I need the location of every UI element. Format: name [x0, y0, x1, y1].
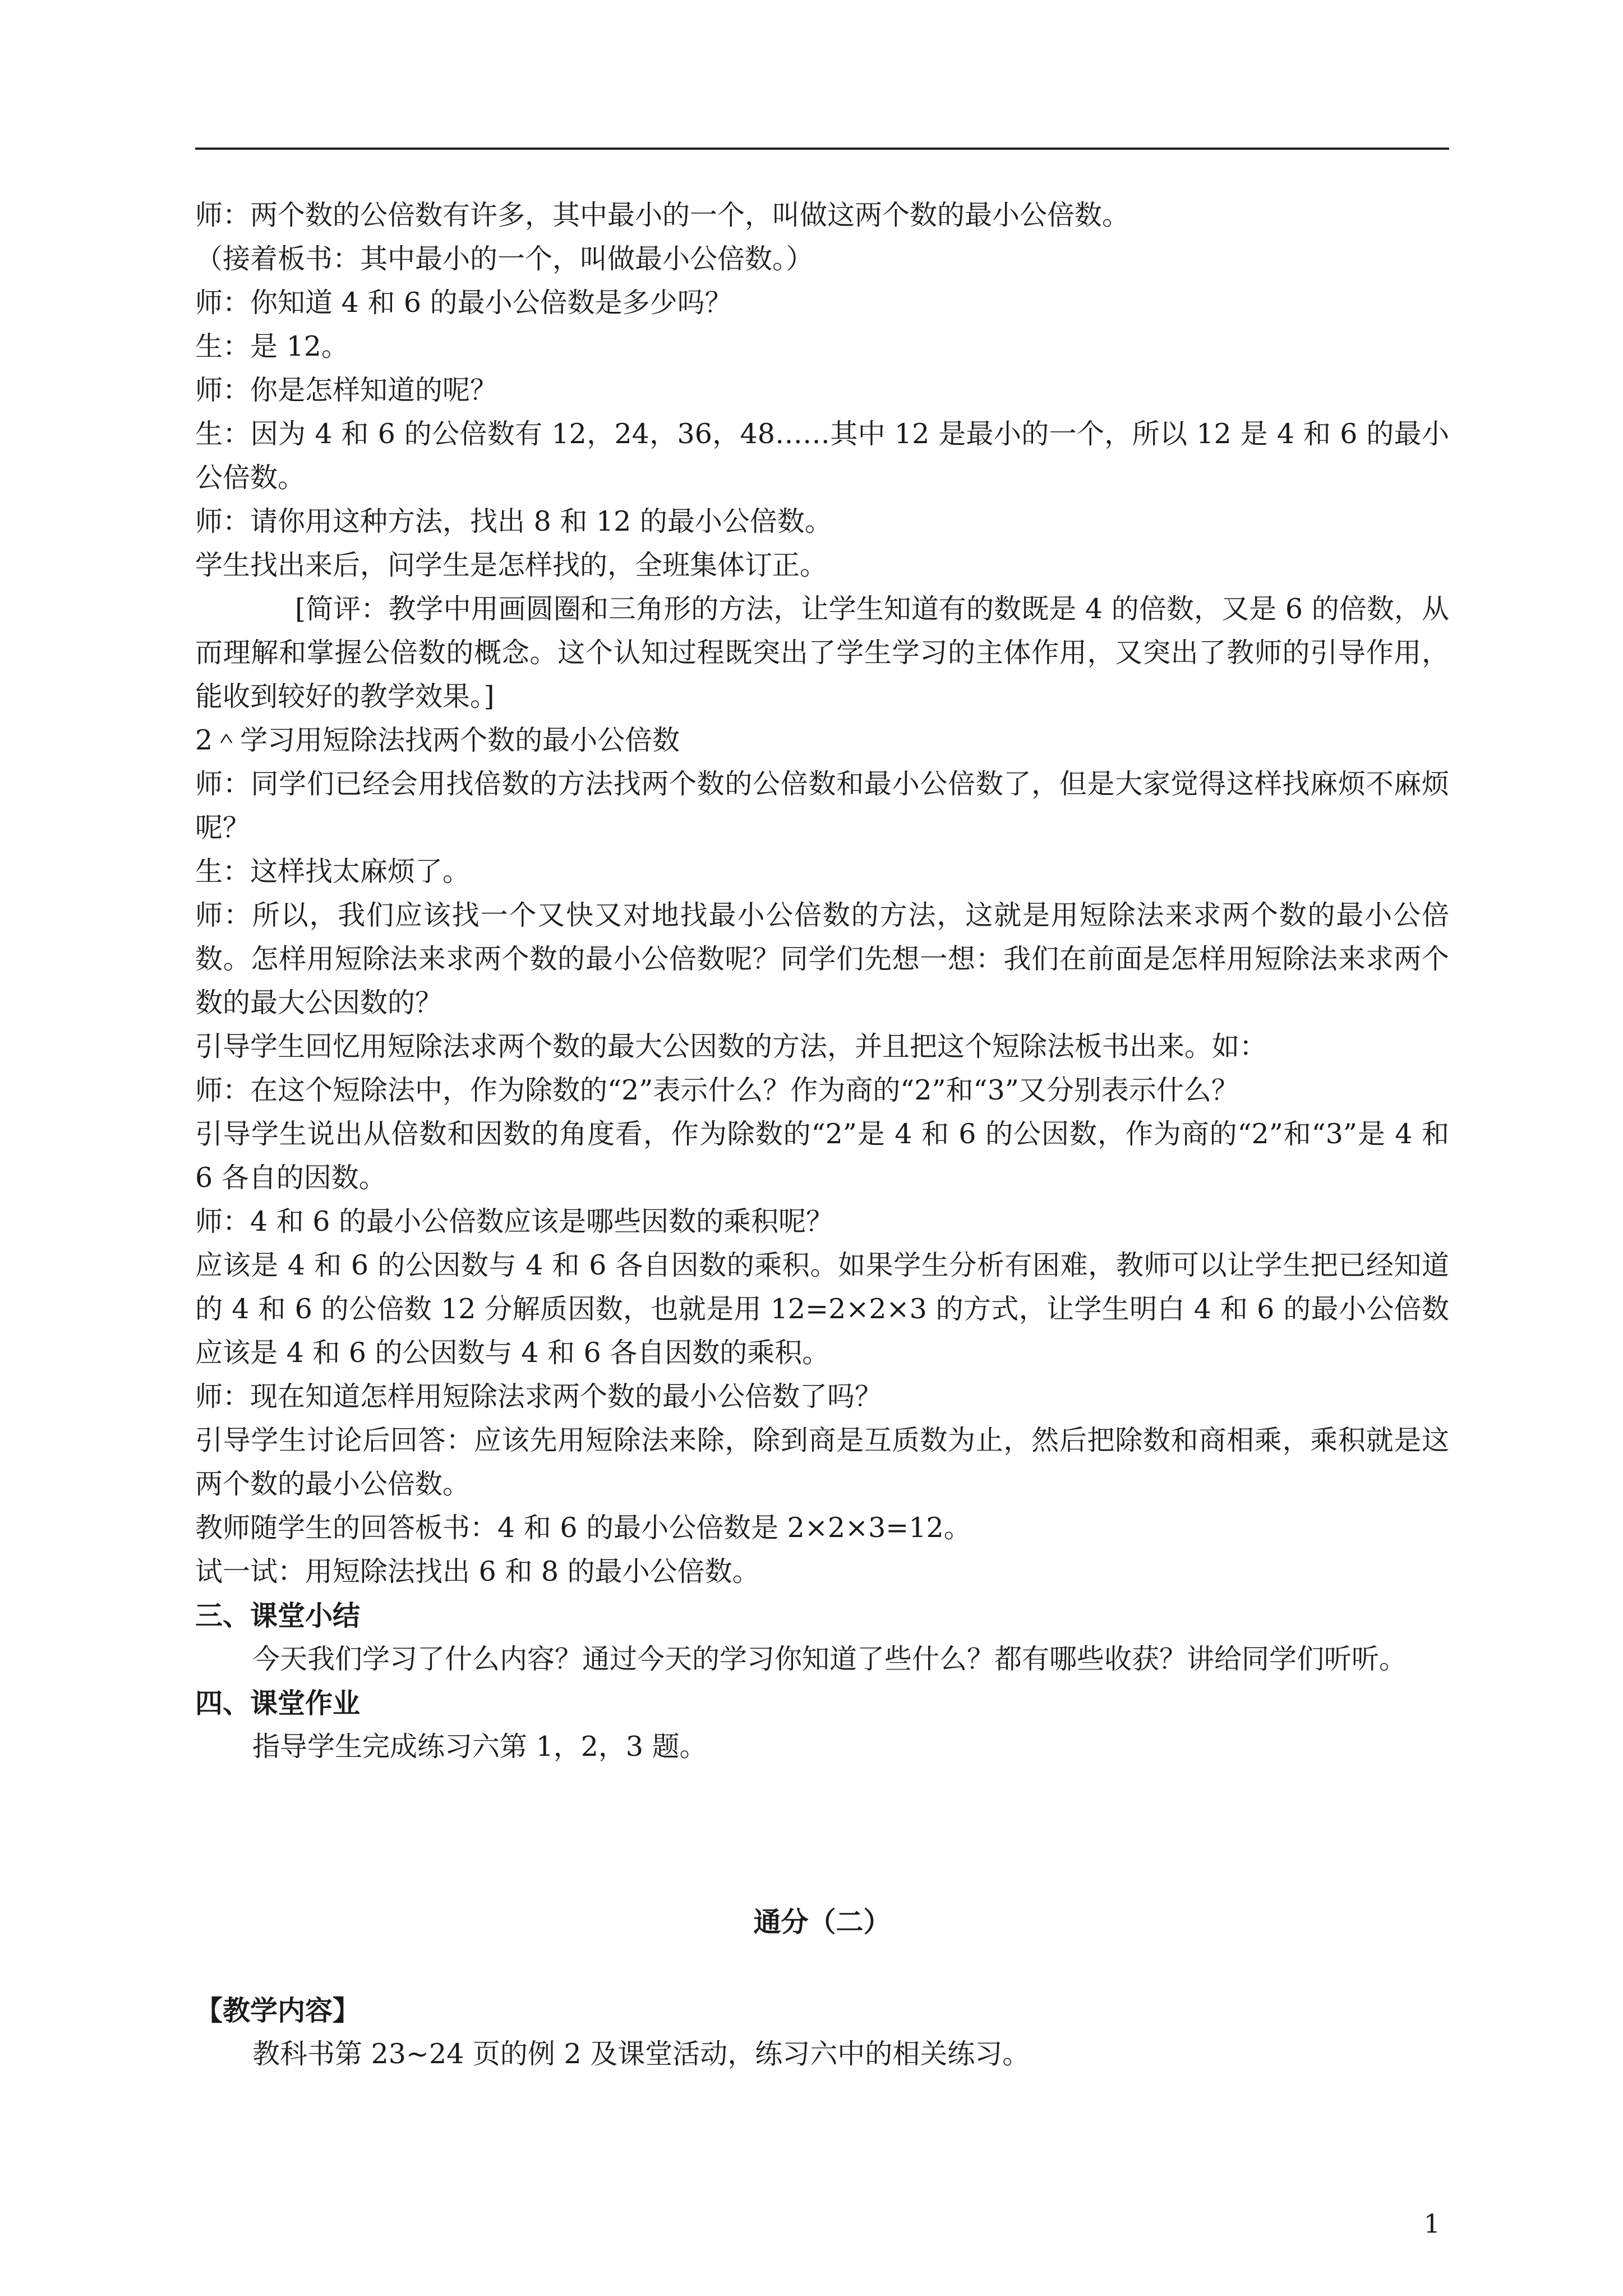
paragraph: 师：两个数的公倍数有许多，其中最小的一个，叫做这两个数的最小公倍数。: [195, 199, 1130, 231]
paragraph: 师：所以，我们应该找一个又快又对地找最小公倍数的方法，这就是用短除法来求两个数的最小公倍数。怎样用短除法来求两个数的最小公倍数呢？同学们先想一想：我们在前面是怎样用短除法来求两个数的最大公因数的？: [195, 899, 1449, 1019]
paragraph: 试一试：用短除法找出 6 和 8 的最小公倍数。: [195, 1556, 760, 1588]
paragraph: 生：因为 4 和 6 的公倍数有 12，24，36，48……其中 12 是最小的一个，所以 12 是 4 和 6 的最小公倍数。: [195, 418, 1449, 494]
section-heading-summary: 三、课堂小结: [195, 1599, 361, 1632]
main-content: [195, 194, 1449, 2076]
paragraph: 生：这样找太麻烦了。: [195, 855, 471, 887]
paragraph: （接着板书：其中最小的一个，叫做最小公倍数。）: [195, 243, 814, 275]
comment-paragraph: [简评：教学中用画圆圈和三角形的方法，让学生知道有的数既是 4 的倍数，又是 6 的倍数，从而理解和掌握公倍数的概念。这个认知过程既突出了学生学习的主体作用，又突出了教师的引导作用，能收到较好的教学效果。]: [195, 593, 1449, 712]
teaching-content-heading: 【教学内容】: [195, 1994, 361, 2027]
paragraph: 应该是 4 和 6 的公因数与 4 和 6 各自因数的乘积。如果学生分析有困难，教师可以让学生把已经知道的 4 和 6 的公倍数 12 分解质因数，也就是用 12=2×2×3 的方式，让学生明白 4 和 6 的最小公倍数应该是 4 和 6 的公因数与 4 和 6 各自因数的乘积。: [195, 1249, 1449, 1369]
paragraph: 生：是 12。: [195, 330, 349, 362]
paragraph: 教师随学生的回答板书：4 和 6 的最小公倍数是 2×2×3=12。: [195, 1512, 971, 1544]
page-number: 1: [1423, 2208, 1440, 2239]
paragraph: 引导学生说出从倍数和因数的角度看，作为除数的“2”是 4 和 6 的公因数，作为商的“2”和“3”是 4 和 6 各自的因数。: [195, 1118, 1449, 1194]
spacer: [195, 1769, 1449, 1900]
paragraph: 师：你知道 4 和 6 的最小公倍数是多少吗？: [195, 287, 732, 319]
paragraph: 师：在这个短除法中，作为除数的“2”表示什么？作为商的“2”和“3”又分别表示什么？: [195, 1074, 1239, 1106]
paragraph: 师：你是怎样知道的呢？: [195, 374, 498, 406]
paragraph: 师：同学们已经会用找倍数的方法找两个数的公倍数和最小公倍数了，但是大家觉得这样找麻烦不麻烦呢？: [195, 768, 1449, 844]
paragraph: 学生找出来后，问学生是怎样找的，全班集体订正。: [195, 549, 828, 581]
paragraph: 师：4 和 6 的最小公倍数应该是哪些因数的乘积呢？: [195, 1205, 834, 1237]
paragraph: 师：请你用这种方法，找出 8 和 12 的最小公倍数。: [195, 505, 832, 537]
homework-paragraph: 指导学生完成练习六第 1，2，3 题。: [252, 1731, 707, 1763]
header-rule: [195, 148, 1449, 150]
spacer: [195, 1944, 1449, 1989]
paragraph: 引导学生回忆用短除法求两个数的最大公因数的方法，并且把这个短除法板书出来。如：: [195, 1030, 1267, 1062]
paragraph: 引导学生讨论后回答：应该先用短除法来除，除到商是互质数为止，然后把除数和商相乘，乘积就是这两个数的最小公倍数。: [195, 1424, 1449, 1500]
lesson-title: 通分（二）: [753, 1906, 891, 1938]
teaching-content-paragraph: 教科书第 23~24 页的例 2 及课堂活动，练习六中的相关练习。: [252, 2038, 1030, 2070]
summary-paragraph: 今天我们学习了什么内容？通过今天的学习你知道了些什么？都有哪些收获？讲给同学们听听。: [252, 1643, 1407, 1675]
section-heading-homework: 四、课堂作业: [195, 1687, 361, 1719]
paragraph: 师：现在知道怎样用短除法求两个数的最小公倍数了吗？: [195, 1381, 883, 1412]
subsection-heading: 2＾学习用短除法找两个数的最小公倍数: [195, 724, 680, 756]
